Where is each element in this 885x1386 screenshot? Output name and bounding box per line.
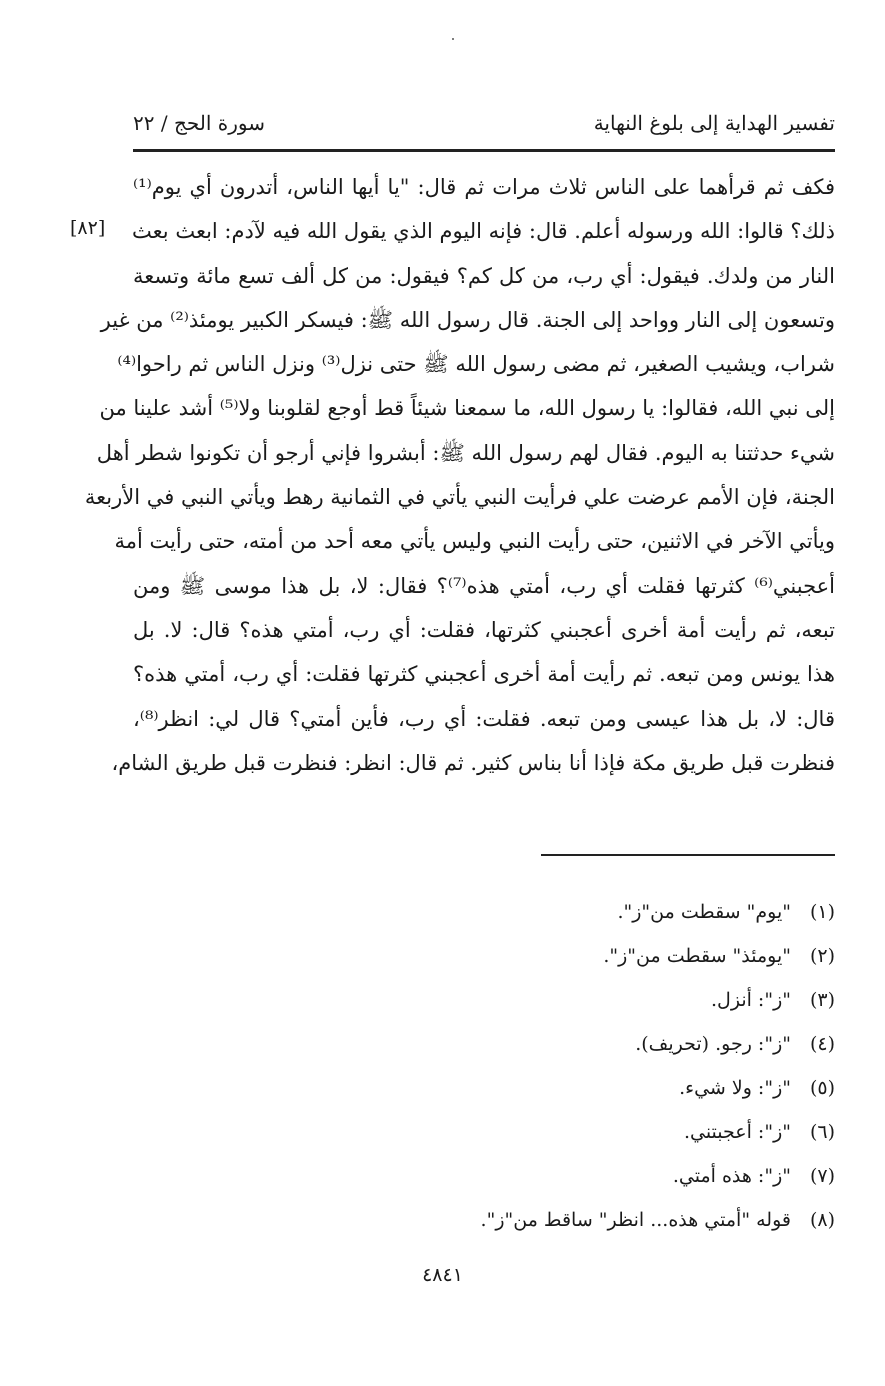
text-line: أعجبني⁽⁶⁾ كثرتها فقلت أي رب، أمتي هذه⁽⁷⁾؟ فقال: لا، بل هذا موسى ﷺ ومن [133,573,835,598]
footnote [133,1110,835,1154]
footnote [133,1066,835,1110]
text-line: فنظرت قبل طريق مكة فإذا أنا بناس كثير. ثم قال: انظر: فنظرت قبل طريق الشام، [111,750,835,775]
footnote-text: "ز": ولا شيء. [679,1077,791,1099]
text-line: ذلك؟ قالوا: الله ورسوله أعلم. قال: فإنه اليوم الذي يقول الله فيه لآدم: ابعث بعث [132,219,835,244]
footnote [133,978,835,1022]
footnote-text: "يومئذ" سقطت من"ز". [603,945,791,967]
text-line: ويأتي الآخر في الاثنين، حتى رأيت النبي وليس يأتي معه أحد من أمته، حتى رأيت أمة [114,529,835,554]
text-line: فكف ثم قرأهما على الناس ثلاث مرات ثم قال: "يا أيها الناس، أتدرون أي يوم⁽¹⁾ [133,175,835,199]
page-number: ٤٨٤١ [422,1264,463,1286]
text-line: تبعه، ثم رأيت أمة أخرى أعجبني كثرتها، فقلت: أي رب، أمتي هذه؟ قال: لا. بل [133,617,835,642]
footnote [133,890,835,934]
footnote-rule [541,854,835,856]
footnote-number: (٧) [809,1165,835,1187]
footnote-text: قوله "أمتي هذه... انظر" ساقط من"ز". [480,1209,791,1231]
text-line: إلى نبي الله، فقالوا: يا رسول الله، ما سمعنا شيئاً قط أوجع لقلوبنا ولا⁽⁵⁾ أشد علينا من [99,396,835,421]
header-rule [133,149,835,152]
text-line: شيء حدثتنا به اليوم. فقال لهم رسول الله ﷺ: أبشروا فإني أرجو أن تكونوا شطر أهل [96,440,835,465]
footnote-number: (٢) [809,945,835,967]
text-line: النار من ولدك. فيقول: أي رب، من كل كم؟ فيقول: من كل ألف تسع مائة وتسعة [133,263,835,288]
running-header [133,106,835,140]
margin-reference: [٨٢] [70,217,106,239]
footnote-number: (٨) [809,1209,835,1231]
book-title: تفسير الهداية إلى بلوغ النهاية [593,111,835,135]
ink-speck [452,38,454,40]
footnote-text: "ز": رجو. (تحريف). [635,1033,791,1055]
text-line: الجنة، فإن الأمم عرضت علي فرأيت النبي يأتي في الثمانية رهط ويأتي النبي في الأربعة [84,485,835,510]
text-line: وتسعون إلى النار وواحد إلى الجنة. قال رسول الله ﷺ: فيسكر الكبير يومئذ⁽²⁾ من غير [100,307,835,332]
footnote-number: (٦) [809,1121,835,1143]
text-line: هذا يونس ومن تبعه. ثم رأيت أمة أخرى أعجبني كثرتها فقلت: أي رب، أمتي هذه؟ [133,662,835,687]
footnote [133,1154,835,1198]
footnote-number: (٣) [809,989,835,1011]
footnote-number: (١) [809,901,835,923]
footnote [133,1022,835,1066]
footnote-text: "ز": أنزل. [711,989,791,1011]
surah-label: سورة الحج / ٢٢ [133,111,265,135]
footnotes [133,890,835,1242]
footnote-number: (٥) [809,1077,835,1099]
footnote [133,934,835,978]
text-line: شراب، ويشيب الصغير، ثم مضى رسول الله ﷺ حتى نزل⁽³⁾ ونزل الناس ثم راحوا⁽⁴⁾ [117,352,835,377]
footnote [133,1198,835,1242]
footnote-text: "ز": أعجبتني. [683,1121,791,1143]
footnote-text: "يوم" سقطت من"ز". [617,901,791,923]
text-line: قال: لا، بل هذا عيسى ومن تبعه. فقلت: أي رب، فأين أمتي؟ قال لي: انظر⁽⁸⁾، [133,706,835,731]
footnote-text: "ز": هذه أمتي. [672,1165,791,1187]
footnote-number: (٤) [809,1033,835,1055]
